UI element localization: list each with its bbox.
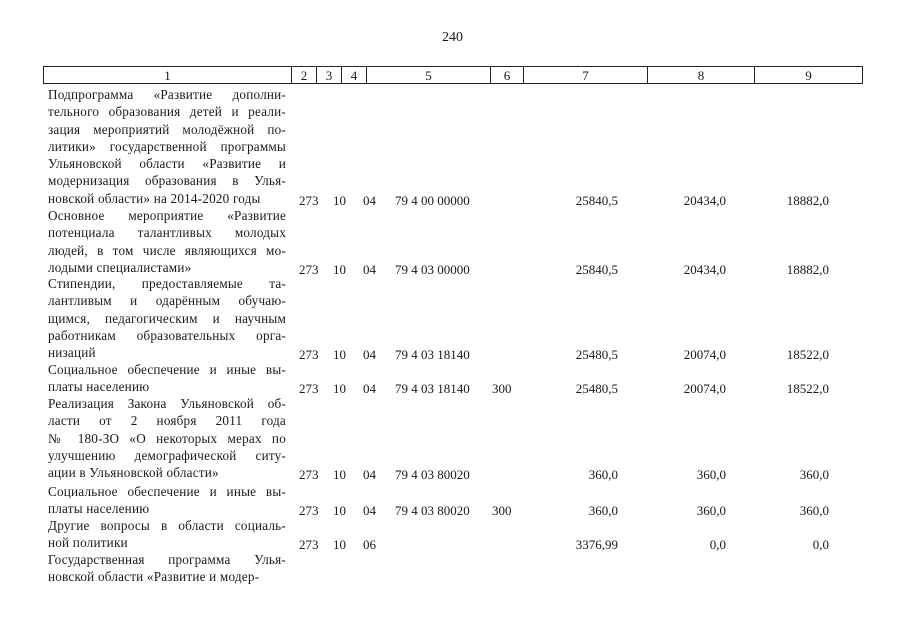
description-line: тельного образования детей и реали- [48,104,286,120]
description-line: литики» государственной программы [48,138,286,154]
row-description [48,483,286,518]
page-number: 240 [442,30,463,45]
cell-amount-2015: 25480,5 [575,381,618,397]
header-col-4: 4 [341,66,366,84]
cell-section: 10 [333,261,346,277]
cell-subsection: 06 [363,537,376,553]
cell-admin-code: 273 [299,503,319,519]
cell-subsection: 04 [363,503,376,519]
cell-subsection: 04 [363,347,376,363]
header-col-7: 7 [523,66,647,84]
description-line: Другие вопросы в области социаль- [48,518,286,533]
cell-amount-2017: 18522,0 [786,381,829,397]
cell-amount-2016: 20074,0 [683,381,726,397]
description-line: Реализация Закона Ульяновской об- [48,396,286,411]
row-description [48,361,286,396]
header-col-5: 5 [366,66,490,84]
description-line: Ульяновской области «Развитие и [48,156,286,172]
cell-amount-2017: 18882,0 [786,192,829,208]
row-description [48,551,286,586]
cell-admin-code: 273 [299,261,319,277]
cell-section: 10 [333,381,346,397]
description-line: работникам образовательных орга- [48,327,286,343]
header-col-8: 8 [647,66,754,84]
cell-amount-2016: 20434,0 [683,192,726,208]
row-description [48,207,286,276]
cell-amount-2015: 360,0 [588,503,618,519]
cell-target-article: 79 4 00 00000 [395,192,470,208]
cell-admin-code: 273 [299,192,319,208]
cell-section: 10 [333,467,346,483]
description-line: Подпрограмма «Развитие дополни- [48,87,286,102]
cell-amount-2015: 25480,5 [575,347,618,363]
cell-amount-2017: 360,0 [799,503,829,519]
row-description [48,275,286,361]
cell-subsection: 04 [363,192,376,208]
cell-admin-code: 273 [299,467,319,483]
description-line: ласти от 2 ноября 2011 года [48,413,286,429]
cell-admin-code: 273 [299,381,319,397]
cell-target-article: 79 4 03 18140 [395,347,470,363]
cell-expense-type: 300 [492,503,512,519]
description-line: потенциала талантливых молодых [48,225,286,241]
description-line: Государственная программа Улья- [48,552,286,567]
cell-amount-2016: 360,0 [696,467,726,483]
cell-subsection: 04 [363,261,376,277]
cell-admin-code: 273 [299,537,319,553]
description-line: зация мероприятий молодёжной по- [48,121,286,137]
cell-target-article: 79 4 03 80020 [395,467,470,483]
cell-target-article: 79 4 03 18140 [395,381,470,397]
table-header [43,66,863,86]
cell-amount-2016: 20434,0 [683,261,726,277]
cell-amount-2017: 0,0 [812,537,829,553]
description-line: людей, в том числе являющихся мо- [48,242,286,258]
description-line: платы населению [48,379,150,395]
row-description [48,395,286,481]
cell-section: 10 [333,537,346,553]
description-line: низаций [48,345,96,361]
cell-subsection: 04 [363,467,376,483]
description-line: № 180-ЗО «О некоторых мерах по [48,430,286,446]
cell-amount-2015: 25840,5 [575,261,618,277]
description-line: лодыми специалистами» [48,259,192,275]
cell-amount-2015: 25840,5 [575,192,618,208]
description-line: ной политики [48,535,128,551]
cell-section: 10 [333,347,346,363]
cell-amount-2016: 360,0 [696,503,726,519]
cell-amount-2017: 18522,0 [786,347,829,363]
description-line: щимся, педагогическим и научным [48,310,286,326]
row-description [48,86,286,207]
cell-amount-2016: 0,0 [709,537,726,553]
cell-admin-code: 273 [299,347,319,363]
description-line: улучшению демографической ситу- [48,447,286,463]
description-line: Стипендии, предоставляемые та- [48,276,286,291]
description-line: Социальное обеспечение и иные вы- [48,362,286,377]
description-line: Основное мероприятие «Развитие [48,208,286,223]
cell-amount-2015: 360,0 [588,467,618,483]
description-line: Социальное обеспечение и иные вы- [48,484,286,499]
header-col-9: 9 [754,66,863,84]
cell-subsection: 04 [363,381,376,397]
header-col-6: 6 [490,66,523,84]
cell-target-article: 79 4 03 80020 [395,503,470,519]
cell-amount-2017: 18882,0 [786,261,829,277]
cell-amount-2016: 20074,0 [683,347,726,363]
description-line: лантливым и одарённым обучаю- [48,293,286,309]
description-line: платы населению [48,501,150,517]
header-col-2: 2 [291,66,316,84]
description-line: новской области «Развитие и модер- [48,569,260,585]
cell-expense-type: 300 [492,381,512,397]
description-line: новской области» на 2014-2020 годы [48,190,261,206]
cell-section: 10 [333,503,346,519]
header-col-1: 1 [43,66,291,84]
header-col-3: 3 [316,66,341,84]
row-description [48,517,286,552]
cell-amount-2017: 360,0 [799,467,829,483]
description-line: модернизация образования в Улья- [48,173,286,189]
description-line: ации в Ульяновской области» [48,465,219,481]
cell-target-article: 79 4 03 00000 [395,261,470,277]
cell-section: 10 [333,192,346,208]
cell-amount-2015: 3376,99 [575,537,618,553]
